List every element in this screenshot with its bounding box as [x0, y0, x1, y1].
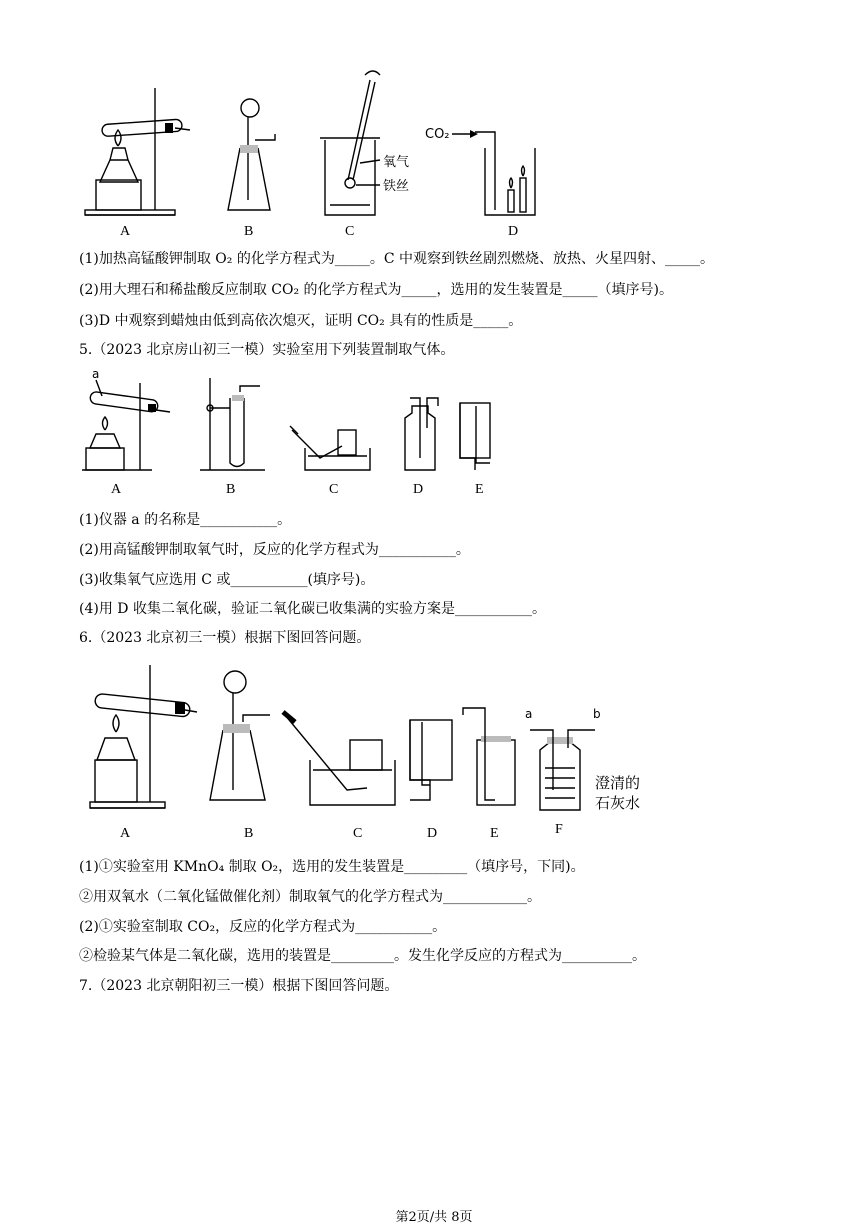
q5-fig-label-c: C [329, 482, 339, 497]
q4-fig-label-d: D [508, 224, 519, 239]
q5-fig-label-a: A [111, 482, 122, 497]
q6-limewater-label-2: 石灰水 [595, 794, 641, 812]
q4-oxygen-label: 氧气 [383, 155, 410, 170]
q4-flask-funnel-icon [228, 99, 275, 210]
q6-title: 6.（2023 北京初三一模）根据下图回答问题。 [79, 630, 371, 646]
q6-question-1: (1)①实验室用 KMnO₄ 制取 O₂，选用的发生装置是_________（填序号，下同)。 [79, 859, 585, 875]
q6-fig-label-d: D [427, 826, 438, 841]
q4-fig-label-c: C [345, 224, 355, 239]
q6-port-b-label: b [593, 707, 601, 721]
q6-port-a-label: a [525, 707, 533, 721]
q5-question-4: (4)用 D 收集二氧化碳，验证二氧化碳已收集满的实验方案是___________。 [79, 601, 546, 617]
q6-question-3: (2)①实验室制取 CO₂，反应的化学方程式为___________。 [79, 919, 447, 935]
q5-gas-bottle-e-icon [460, 403, 490, 470]
q5-water-trough-icon [290, 426, 370, 470]
q5-title: 5.（2023 北京房山初三一模）实验室用下列装置制取气体。 [79, 342, 455, 358]
q6-fig-label-f: F [555, 822, 563, 837]
q4-fig-label-a: A [120, 224, 131, 239]
q5-instrument-a-label: a [92, 367, 100, 381]
q5-heating-setup-icon [82, 367, 170, 470]
q6-fig-label-c: C [353, 826, 363, 841]
q4-beaker-candles-icon [425, 127, 535, 215]
q4-apparatus-figure [80, 60, 560, 225]
q5-fig-label-d: D [413, 482, 424, 497]
q5-question-3: (3)收集氧气应选用 C 或___________(填序号)。 [79, 572, 375, 588]
q6-fig-label-a: A [120, 826, 131, 841]
q4-fig-label-b: B [244, 224, 254, 239]
q6-question-2: ②用双氧水（二氧化锰做催化剂）制取氧气的化学方程式为____________。 [79, 889, 541, 905]
q6-wash-bottle-icon [525, 707, 640, 812]
q5-apparatus-figure [80, 368, 500, 483]
q6-water-trough-icon [283, 712, 395, 805]
q6-flask-funnel-icon [210, 671, 270, 800]
q6-gas-bottle-e-icon [463, 708, 515, 805]
q4-iron-wire-jar-icon [320, 71, 409, 215]
q6-question-4: ②检验某气体是二氧化碳，选用的装置是_________。发生化学反应的方程式为__________。 [79, 948, 646, 964]
q5-test-tube-stand-icon [200, 378, 265, 470]
q4-question-3: (3)D 中观察到蜡烛由低到高依次熄灭，证明 CO₂ 具有的性质是_____。 [79, 313, 523, 329]
q4-co2-label: CO₂ [425, 127, 450, 142]
page-footer: 第2页/共 8页 [395, 1210, 473, 1225]
q6-fig-label-e: E [490, 826, 499, 841]
q6-limewater-label-1: 澄清的 [595, 774, 641, 792]
q5-fig-label-e: E [475, 482, 484, 497]
q5-question-2: (2)用高锰酸钾制取氧气时，反应的化学方程式为___________。 [79, 542, 470, 558]
q5-question-1: (1)仪器 a 的名称是___________。 [79, 512, 292, 528]
q6-heating-setup-icon [90, 665, 197, 808]
q6-fig-label-b: B [244, 826, 254, 841]
q5-fig-label-b: B [226, 482, 236, 497]
q7-title: 7.（2023 北京朝阳初三一模）根据下图回答问题。 [79, 978, 399, 994]
q4-iron-wire-label: 铁丝 [383, 179, 410, 194]
q6-gas-bottle-d-icon [410, 720, 452, 800]
q4-question-2: (2)用大理石和稀盐酸反应制取 CO₂ 的化学方程式为_____，选用的发生装置是_____（填序号)。 [79, 282, 673, 298]
q4-question-1: (1)加热高锰酸钾制取 O₂ 的化学方程式为_____。C 中观察到铁丝剧烈燃烧、放热、火星四射、_____。 [79, 251, 714, 267]
q4-heating-setup-icon [85, 88, 190, 215]
q5-gas-bottle-d-icon [405, 398, 438, 470]
q6-apparatus-figure [85, 660, 665, 825]
